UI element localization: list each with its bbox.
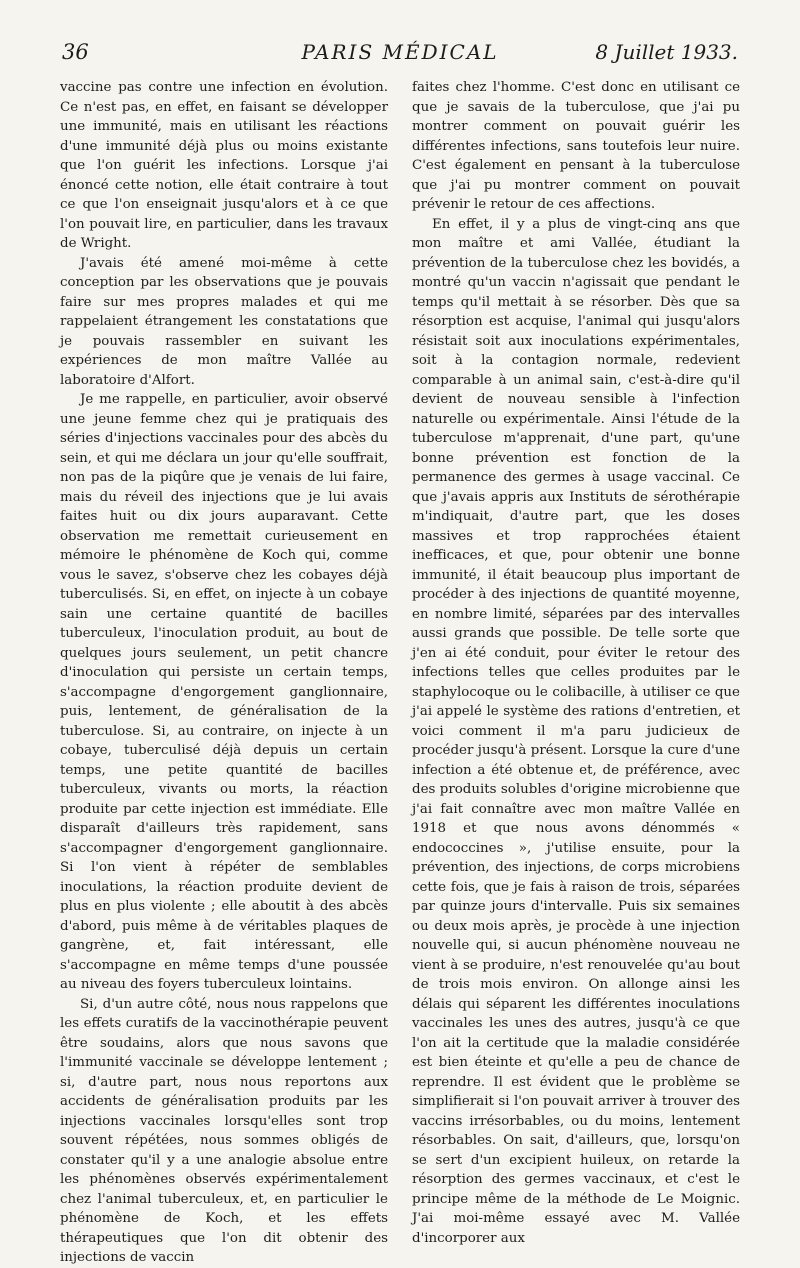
paragraph: faites chez l'homme. C'est donc en utilisant ce que je savais de la tuberculose, que j'ai pu montrer comment on pouvait guérir les différentes infections, sans toutefois leur nuire. C'est également en pensant à la tuberculose que j'ai pu montrer comment on pouvait prévenir le retour de ces affections. bbox=[412, 80, 740, 212]
journal-title: PARIS MÉDICAL bbox=[301, 40, 499, 64]
page-header bbox=[62, 40, 738, 70]
issue-date: 8 Juillet 1933. bbox=[595, 40, 738, 64]
paragraph: En effet, il y a plus de vingt-cinq ans que mon maître et ami Vallée, étudiant la prévention de la tuberculose chez les bovidés, a montré qu'un vaccin n'agissait que pendant le temps qu'il mettait à se résorber. Dès que sa résorption est acquise, l'animal qui jusqu'alors résistait soit aux inoculations expérimentales, soit à la contagion normale, redevient comparable à un animal sain, c'est-à-dire qu'il devient de nouveau sensible à l'infection naturelle ou expérimentale. Ainsi l'étude de la tuberculose m'apprenait, d'une part, qu'une bonne prévention est fonction de la permanence des germes à usage vaccinal. Ce que j'avais appris aux Instituts de sérothérapie m'indiquait, d'autre part, que les doses massives et trop rapprochées étaient inefficaces, et que, pour obtenir une bonne immunité, il était beaucoup plus important de procéder à des injections de quantité moyenne, en nombre limité, séparées par des intervalles aussi grands que possible. De telle sorte que j'en ai été conduit, pour éviter le retour des infections telles que celles produites par le staphylocoque ou le colibacille, à utiliser ce que j'ai appelé le système des rations d'entretien, et voici comment il m'a paru judicieux de procéder jusqu'à présent. Lorsque la cure d'une infection a été obtenue et, de préférence, avec des produits solubles d'origine microbienne que j'ai fait connaître avec mon maître Vallée en 1918 et que nous avons dénommés « endococcines », j'utilise ensuite, pour la prévention, des injections, de corps microbiens cette fois, que je fais à raison de trois, séparées par quinze jours d'intervalle. Puis six semaines ou deux mois après, je procède à une injection nouvelle qui, si aucun phénomène nouveau ne vient à se produire, n'est renouvelée qu'au bout de trois mois environ. On allonge ainsi les délais qui séparent les différentes inoculations vaccinales les unes des autres, jusqu'à ce que l'on ait la certitude que la maladie considérée est bien éteinte et qu'elle a peu de chance de reprendre. Il est évident que le problème se simplifierait si l'on pouvait arriver à trouver des vaccins irrésorbables, ou du moins, lentement résorbables. On sait, d'ailleurs, que, lorsqu'on se sert d'un excipient huileux, on retarde la résorption des germes vaccinaux, et c'est le principe même de la méthode de Le Moignic. J'ai moi-même essayé avec M. Vallée d'incorporer aux bbox=[412, 216, 740, 1246]
paragraph: Si, d'un autre côté, nous nous rappelons que les effets curatifs de la vaccinothérapie peuvent être soudains, alors que nous savons que l'immunité vaccinale se développe lentement ; si, d'autre part, nous nous reportons aux accidents de généralisation produits par les injections vaccinales lorsqu'elles sont trop souvent répétées, nous sommes obligés de constater qu'il y a une analogie absolue entre les phénomènes observés expérimentalement chez l'animal tuberculeux, et, en particulier le phénomène de Koch, et les effets thérapeutiques que l'on dit obtenir des injections de vaccin bbox=[60, 996, 388, 1265]
paragraph: J'avais été amené moi-même à cette conception par les observations que je pouvais faire sur mes propres malades et qui me rappelaient étrangement les constatations que je pouvais rassembler en suivant les expériences de mon maître Vallée au laboratoire d'Alfort. bbox=[60, 255, 388, 388]
page-number: 36 bbox=[62, 40, 89, 64]
paragraph: Je me rappelle, en particulier, avoir observé une jeune femme chez qui je pratiquais des séries d'injections vaccinales pour des abcès du sein, et qui me déclara un jour qu'elle souffrait, non pas de la piqûre que je venais de lui faire, mais du réveil des injections que je lui avais faites huit ou dix jours auparavant. Cette observation me remettait curieusement en mémoire le phénomène de Koch qui, comme vous le savez, s'observe chez les cobayes déjà tuberculisés. Si, en effet, on injecte à un cobaye sain une certaine quantité de bacilles tuberculeux, l'inoculation produit, au bout de quelques jours seulement, un petit chancre d'inoculation qui persiste un certain temps, s'accompagne d'engorgement ganglionnaire, puis, lentement, de généralisation de la tuberculose. Si, au contraire, on injecte à un cobaye, tuberculisé déjà depuis un certain temps, une petite quantité de bacilles tuberculeux, vivants ou morts, la réaction produite par cette injection est immédiate. Elle disparaît d'ailleurs très rapidement, sans s'accompagner d'engorgement ganglionnaire. Si l'on vient à répéter de semblables inoculations, la réaction produite devient de plus en plus violente ; elle aboutit à des abcès d'abord, puis même à de véritables plaques de gangrène, et, fait intéressant, elle s'accompagne en même temps d'une poussée au niveau des foyers tuberculeux lointains. bbox=[60, 392, 388, 992]
paragraph: vaccine pas contre une infection en évolution. Ce n'est pas, en effet, en faisant se développer une immunité, mais en utilisant les réactions d'une immunité déjà plus ou moins existante que l'on guérit les infections. Lorsque j'ai énoncé cette notion, elle était contraire à tout ce que l'on enseignait jusqu'alors et à ce que l'on pouvait lire, en particulier, dans les travaux de Wright. bbox=[60, 80, 388, 251]
right-column bbox=[412, 78, 740, 1246]
left-column bbox=[60, 78, 388, 1265]
